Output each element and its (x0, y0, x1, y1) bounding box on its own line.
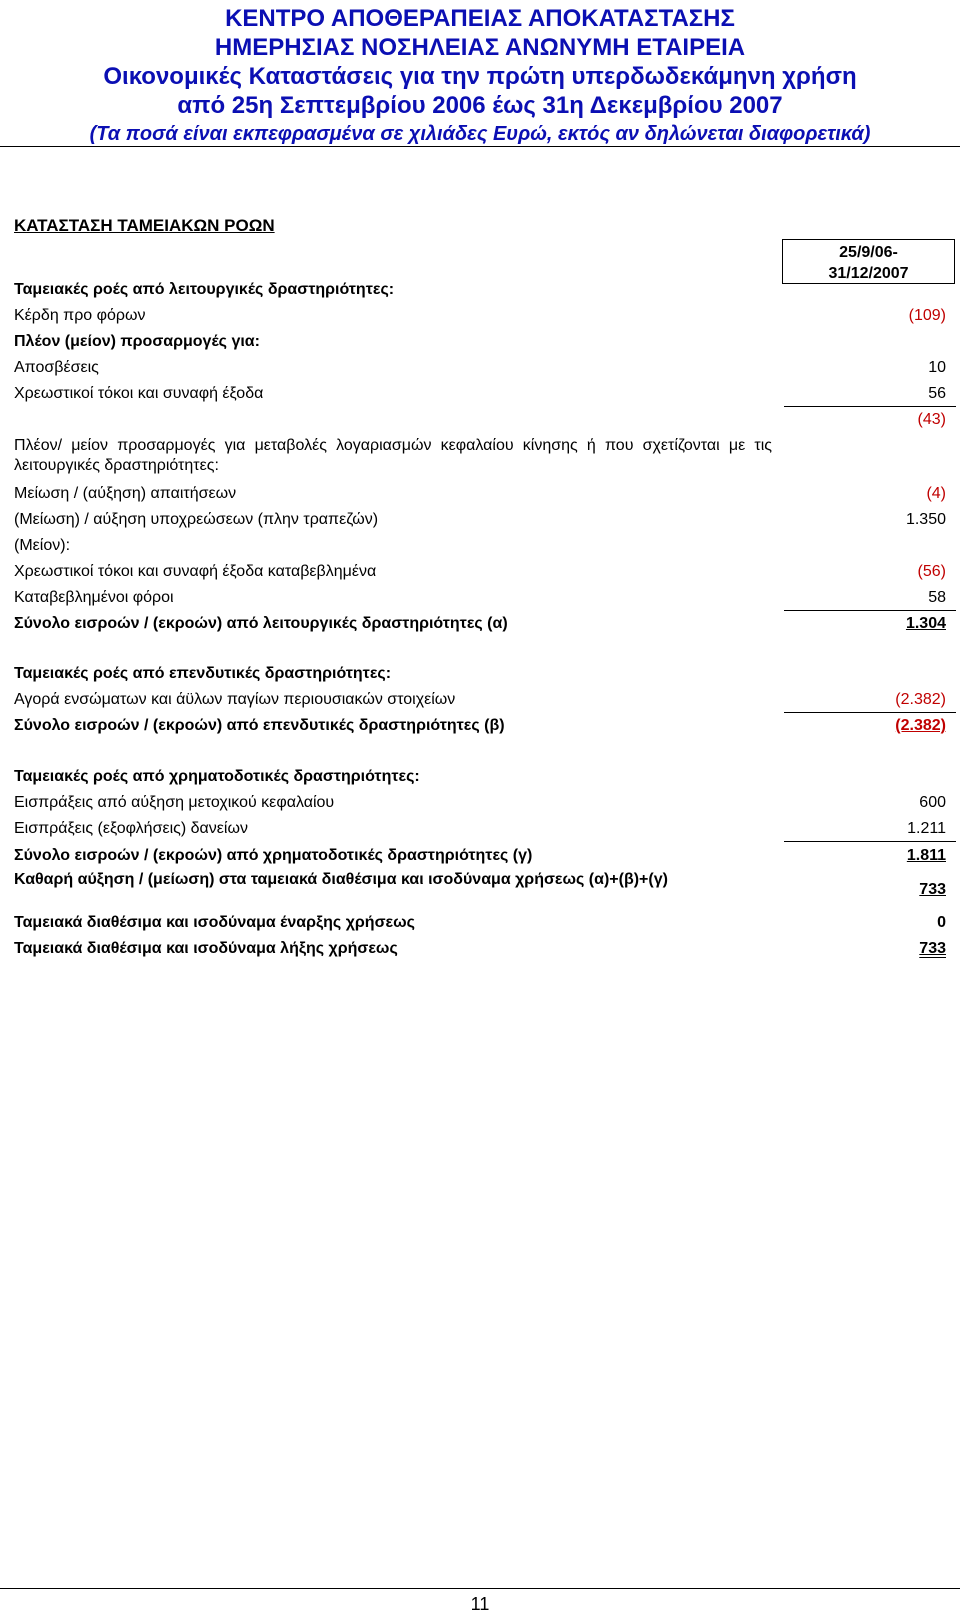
total-rule (784, 712, 956, 713)
header-divider (0, 146, 960, 147)
working-capital-heading: Πλέον/ μείον προσαρμογές για μεταβολές λογαριασμών κεφαλαίου κίνησης ή που σχετίζονται με τις λειτουργικές δραστηριότητες: (14, 437, 772, 474)
company-name-line1: ΚΕΝΤΡΟ ΑΠΟΘΕΡΑΠΕΙΑΣ ΑΠΟΚΑΤΑΣΤΑΣΗΣ (225, 5, 735, 32)
footer-divider (0, 1588, 960, 1589)
total-rule (784, 841, 956, 842)
period-end: 31/12/2007 (828, 265, 909, 282)
currency-note: (Τα ποσά είναι εκπεφρασμένα σε χιλιάδες Ευρώ, εκτός αν δηλώνεται διαφορετικά) (89, 123, 871, 145)
period-start: 25/9/06- (839, 244, 898, 261)
company-name-line2: ΗΜΕΡΗΣΙΑΣ ΝΟΣΗΛΕΙΑΣ ΑΝΩΝΥΜΗ ΕΤΑΙΡΕΙΑ (214, 34, 746, 61)
net-change-label: Καθαρή αύξηση / (μείωση) στα ταμειακά διαθέσιμα και ισοδύναμα χρήσεως (α)+(β)+(γ) (14, 871, 668, 888)
total-rule (784, 610, 956, 611)
period-column-header (782, 239, 955, 284)
document-header (0, 4, 960, 148)
statements-title: Οικονομικές Καταστάσεις για την πρώτη υπερδωδεκάμηνη χρήση (103, 63, 857, 90)
statement-title: ΚΑΤΑΣΤΑΣΗ ΤΑΜΕΙΑΚΩΝ ΡΟΩΝ (14, 216, 275, 235)
statements-period: από 25η Σεπτεμβρίου 2006 έως 31η Δεκεμβρίου 2007 (177, 92, 783, 119)
subtotal-rule (784, 406, 956, 407)
page-number: 11 (470, 1594, 490, 1614)
